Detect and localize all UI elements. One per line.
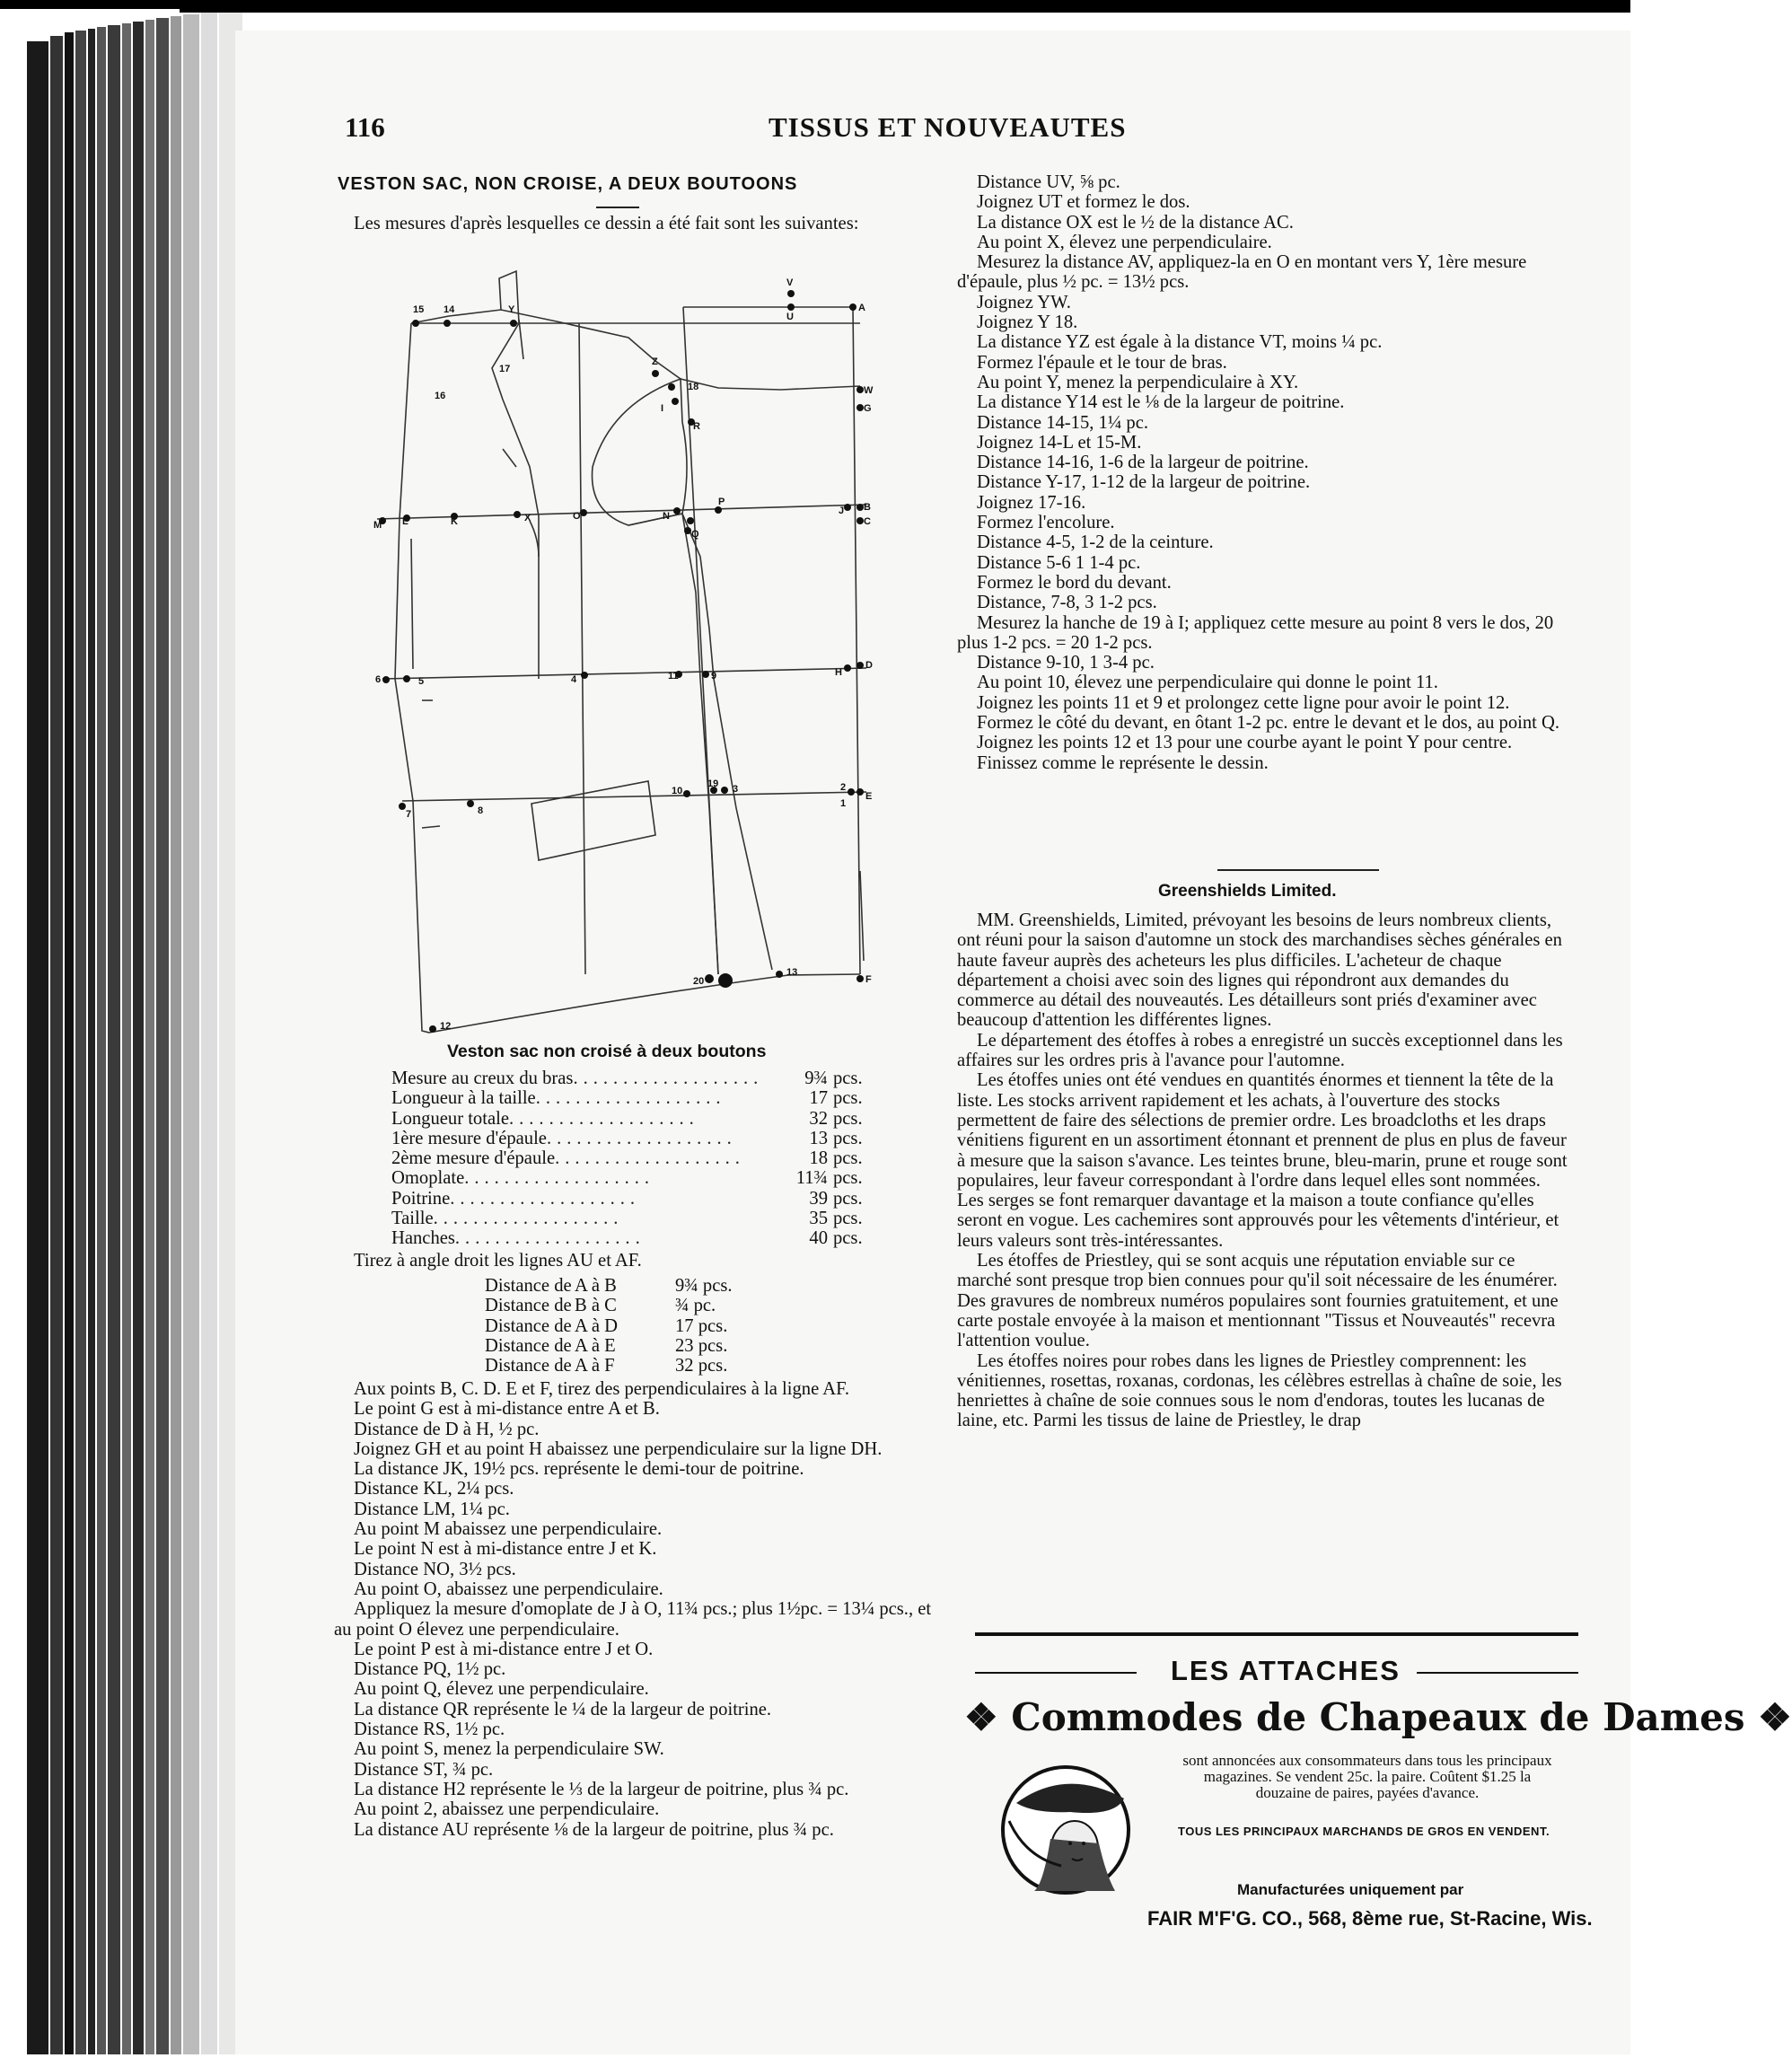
svg-text:N: N xyxy=(663,511,670,522)
instruction-line: Au point 2, abaissez une perpendiculaire. xyxy=(354,1799,660,1820)
svg-text:M: M xyxy=(373,520,382,531)
svg-text:L: L xyxy=(402,516,408,527)
instruction-line: Distance RS, 1½ pc. xyxy=(354,1719,505,1740)
measurement-row: 2ème mesure d'épaule ................... 18 pcs. xyxy=(391,1148,863,1169)
distance-row: Distance de A à F 32 pcs. xyxy=(485,1356,728,1376)
svg-text:7: 7 xyxy=(406,809,412,820)
instruction-line: La distance H2 représente le ⅓ de la largeur de poitrine, plus ¾ pc. xyxy=(354,1779,849,1799)
measurement-row: Poitrine ................... 39 pcs. xyxy=(391,1188,863,1209)
article-title-greenshields: Greenshields Limited. xyxy=(1158,882,1337,901)
instruction-line: Finissez comme le représente le dessin. xyxy=(977,752,1269,773)
ad-top-rule xyxy=(975,1632,1578,1636)
instruction-line: Au point O, abaissez une perpendiculaire. xyxy=(354,1579,663,1599)
svg-text:5: 5 xyxy=(418,676,425,687)
svg-text:12: 12 xyxy=(440,1021,452,1032)
right-instructions xyxy=(957,172,1568,773)
book-page-edges xyxy=(0,0,242,2054)
title-rule xyxy=(596,207,639,208)
article-paragraph: MM. Greenshields, Limited, prévoyant les besoins de leurs nombreux clients, ont réuni pour la saison d'automne un stock des marchandises sèches générales en haute faveur auprès des acheteurs les plus difficiles. L'acheteur de chaque département a choisi avec soin des lignes qui répondront aux demandes du commerce au détail des nouveautés. Les détailleurs sont priés d'examiner avec beaucoup d'attention les différentes lignes. xyxy=(957,910,1562,1031)
instruction-line: Distance de D à H, ½ pc. xyxy=(354,1419,540,1439)
instruction-line: Distance UV, ⅝ pc. xyxy=(977,172,1120,192)
pattern-diagram xyxy=(359,260,934,1051)
instruction-line: Au point M abaissez une perpendiculaire. xyxy=(354,1519,663,1540)
measurement-row: Mesure au creux du bras ................... 9¾ pcs. xyxy=(391,1069,863,1088)
ad-made-by: Manufacturées uniquement par xyxy=(1237,1881,1464,1898)
distance-row: Distance de A à B 9¾ pcs. xyxy=(485,1276,733,1296)
instruction-line: Formez le bord du devant. xyxy=(977,572,1172,593)
angle-instruction: Tirez à angle droit les lignes AU et AF. xyxy=(354,1251,642,1271)
instruction-line: Distance Y-17, 1-12 de la largeur de poitrine. xyxy=(977,472,1311,493)
svg-text:17: 17 xyxy=(499,364,511,374)
svg-text:11: 11 xyxy=(668,671,679,682)
instruction-line: Distance 5-6 1 1-4 pc. xyxy=(977,552,1141,573)
instruction-line: La distance JK, 19½ pcs. représente le demi-tour de poitrine. xyxy=(354,1459,804,1480)
instruction-line: Joignez YW. xyxy=(977,292,1071,312)
instruction-line: La distance Y14 est le ⅛ de la largeur de poitrine. xyxy=(977,392,1345,413)
svg-text:4: 4 xyxy=(571,674,577,685)
svg-text:D: D xyxy=(865,660,873,671)
svg-text:9: 9 xyxy=(711,671,717,682)
instruction-line: Joignez les points 12 et 13 pour une courbe ayant le point Y pour centre. xyxy=(977,733,1513,753)
article-paragraph: Les étoffes de Priestley, qui se sont acquis une réputation enviable sur ce marché sont presque trop bien connues pour qu'il soit nécessaire de les énumérer. Des gravures de nombreux numéros populaires sont fournies gratuitement, et une carte postale envoyée à la maison et mentionnant "Tissus et Nouveautés" recevra l'attention voulue. xyxy=(957,1251,1559,1351)
ad-headline: LES ATTACHES xyxy=(1171,1655,1401,1686)
svg-text:V: V xyxy=(786,277,794,288)
svg-text:P: P xyxy=(718,497,725,507)
instruction-line: Distance LM, 1¼ pc. xyxy=(354,1499,510,1519)
instruction-line: Appliquez la mesure d'omoplate de J à O, 11¾ pcs.; plus 1½pc. = 13¼ pcs., et au point O élevez une perpendiculaire. xyxy=(334,1599,932,1640)
instruction-line: La distance OX est le ½ de la distance AC. xyxy=(977,212,1294,233)
svg-text:3: 3 xyxy=(733,784,739,795)
svg-text:10: 10 xyxy=(672,786,683,796)
svg-text:8: 8 xyxy=(478,805,484,816)
instruction-line: Formez le côté du devant, en ôtant 1-2 pc. entre le devant et le dos, au point Q. xyxy=(977,713,1560,734)
instruction-line: Mesurez la hanche de 19 à I; appliquez cette mesure au point 8 vers le dos, 20 plus 1-2 pcs. = 20 1-2 pcs. xyxy=(957,612,1554,653)
instruction-line: Au point Q, élevez une perpendiculaire. xyxy=(354,1679,649,1700)
measurement-row: 1ère mesure d'épaule ................... 13 pcs. xyxy=(391,1128,863,1148)
ad-product-name: ❖ Commodes de Chapeaux de Dames ❖ xyxy=(964,1695,1792,1739)
svg-text:13: 13 xyxy=(786,967,798,978)
section-rule xyxy=(1217,869,1379,871)
instruction-line: Distance 4-5, 1-2 de la ceinture. xyxy=(977,532,1214,553)
instruction-line: Joignez GH et au point H abaissez une perpendiculaire sur la ligne DH. xyxy=(354,1438,883,1459)
measurement-row: Taille ................... 35 pcs. xyxy=(391,1209,863,1229)
instruction-line: Joignez Y 18. xyxy=(977,312,1078,333)
svg-text:I: I xyxy=(661,403,664,414)
instruction-line: Au point 10, élevez une perpendiculaire qui donne le point 11. xyxy=(977,673,1438,693)
ad-body-text: sont annoncées aux consommateurs dans tous les principaux magazines. Se vendent 25c. la paire. Coûtent $1.25 la douzaine de paires, payées d'avance. xyxy=(1182,1752,1552,1801)
ad-headline-rule-right xyxy=(1417,1672,1578,1674)
page-number: 116 xyxy=(345,111,385,143)
distance-row: Distance de B à C ¾ pc. xyxy=(485,1296,716,1316)
instruction-line: Distance 14-15, 1¼ pc. xyxy=(977,412,1149,433)
lady-with-hat-illustration xyxy=(980,1749,1169,1893)
ad-headline-rule-left xyxy=(975,1672,1137,1674)
svg-text:C: C xyxy=(864,516,871,527)
instruction-line: Distance 14-16, 1-6 de la largeur de poitrine. xyxy=(977,453,1309,473)
instruction-line: Aux points B, C. D. E et F, tirez des perpendiculaires à la ligne AF. xyxy=(354,1379,850,1399)
instruction-line: La distance QR représente le ¼ de la largeur de poitrine. xyxy=(354,1699,772,1719)
instruction-line: Au point S, menez la perpendiculaire SW. xyxy=(354,1739,664,1760)
instruction-line: Mesurez la distance AV, appliquez-la en O en montant vers Y, 1ère mesure d'épaule, plus ½ pc. = 13½ pcs. xyxy=(957,252,1527,293)
svg-text:18: 18 xyxy=(688,382,699,392)
ad-dealers-line: TOUS LES PRINCIPAUX MARCHANDS DE GROS EN VENDENT. xyxy=(1178,1825,1550,1838)
ornament-icon: ❖ xyxy=(964,1695,1012,1739)
svg-text:19: 19 xyxy=(707,778,719,789)
svg-text:Q: Q xyxy=(691,529,699,540)
measurement-row: Hanches ................... 40 pcs. xyxy=(391,1228,863,1249)
instruction-line: Joignez les points 11 et 9 et prolongez cette ligne pour avoir le point 12. xyxy=(977,692,1510,713)
svg-text:R: R xyxy=(693,421,700,432)
svg-text:X: X xyxy=(524,513,531,523)
svg-text:H: H xyxy=(835,667,842,678)
instruction-line: Le point G est à mi-distance entre A et B. xyxy=(354,1399,660,1420)
instruction-line: Formez l'encolure. xyxy=(977,513,1115,533)
instruction-line: Le point P est à mi-distance entre J et O. xyxy=(354,1639,654,1659)
figure-caption: Veston sac non croisé à deux boutons xyxy=(447,1042,767,1061)
distance-row: Distance de A à E 23 pcs. xyxy=(485,1335,728,1356)
svg-text:16: 16 xyxy=(435,391,446,401)
svg-text:6: 6 xyxy=(375,674,382,685)
svg-text:F: F xyxy=(865,974,872,985)
svg-text:Y: Y xyxy=(508,304,515,315)
article-paragraph: Les étoffes unies ont été vendues en quantités énormes et tiennent la tête de la liste. Les stocks arrivent rapidement et les achats, à l'ouverture des stocks permettent de faire des sélections de premier ordre. Les broadcloths et les draps vénitiens figurent en un assortiment étonnant et prennent de plus en plus de faveur à mesure que la saison s'avance. Les teintes brune, bleu-marin, prune et rouge sont populaires, leur faveur correspondant à l'ordre dans lequel elles sont nommées. Les serges se font remarquer davantage et la maison a toute confiance qu'elles seront en vogue. Les cachemires sont approuvés pour les vêtements d'intérieur, et leurs valeurs sont très-intéressantes. xyxy=(957,1070,1568,1251)
svg-text:2: 2 xyxy=(840,782,847,793)
svg-text:Z: Z xyxy=(652,356,658,367)
measurements-table xyxy=(391,1069,876,1249)
instruction-line: Formez l'épaule et le tour de bras. xyxy=(977,352,1227,373)
instruction-line: Le point N est à mi-distance entre J et K. xyxy=(354,1539,657,1560)
instruction-line: Au point X, élevez une perpendiculaire. xyxy=(977,232,1272,252)
instruction-line: Distance ST, ¾ pc. xyxy=(354,1759,494,1780)
instruction-line: La distance AU représente ⅛ de la largeur de poitrine, plus ¾ pc. xyxy=(354,1819,834,1840)
svg-text:B: B xyxy=(864,502,871,513)
svg-text:U: U xyxy=(786,312,794,322)
article-intro: Les mesures d'après lesquelles ce dessin a été fait sont les suivantes: xyxy=(354,214,859,233)
instruction-line: La distance YZ est égale à la distance VT, moins ¼ pc. xyxy=(977,332,1383,353)
top-edge xyxy=(180,0,1630,13)
instruction-line: Distance NO, 3½ pcs. xyxy=(354,1559,516,1579)
article-title: VESTON SAC, NON CROISE, A DEUX BOUTOONS xyxy=(338,174,798,194)
instruction-line: Joignez 17-16. xyxy=(977,492,1086,513)
instruction-line: Distance PQ, 1½ pc. xyxy=(354,1659,506,1680)
greenshields-article xyxy=(957,910,1568,1431)
svg-text:A: A xyxy=(858,303,865,313)
svg-text:G: G xyxy=(864,403,872,414)
instruction-line: Distance 9-10, 1 3-4 pc. xyxy=(977,653,1155,673)
svg-text:J: J xyxy=(839,506,845,516)
svg-text:O: O xyxy=(573,511,581,522)
svg-text:W: W xyxy=(864,385,874,396)
ornament-icon: ❖ xyxy=(1744,1695,1792,1739)
instruction-line: Au point Y, menez la perpendiculaire à XY. xyxy=(977,372,1299,392)
instruction-line: Joignez 14-L et 15-M. xyxy=(977,432,1142,453)
article-paragraph: Les étoffes noires pour robes dans les lignes de Priestley comprennent: les vénitiennes, rosettas, roxanas, cordonas, les célèbres estrellas à chaîne de soie, les henriettes à chaîne de soie connues sous le nom d'endoras, toutes les lucanas de laine, etc. Parmi les tissus de laine de Priestley, le drap xyxy=(957,1350,1562,1431)
left-instructions xyxy=(334,1379,944,1840)
distances-table xyxy=(485,1276,733,1376)
measurement-row: Omoplate ................... 11¾ pcs. xyxy=(391,1168,863,1189)
article-paragraph: Le département des étoffes à robes a enregistré un succès exceptionnel dans les affaires sur les ordres pris à l'avance pour l'automne. xyxy=(957,1030,1563,1071)
svg-text:20: 20 xyxy=(693,976,705,987)
measurement-row: Longueur totale ................... 32 pcs. xyxy=(391,1108,863,1129)
instruction-line: Distance KL, 2¼ pcs. xyxy=(354,1479,514,1500)
instruction-line: Distance, 7-8, 3 1-2 pcs. xyxy=(977,593,1157,613)
svg-text:15: 15 xyxy=(413,304,425,315)
svg-text:14: 14 xyxy=(444,304,455,315)
svg-text:K: K xyxy=(451,516,458,527)
distance-row: Distance de A à D 17 pcs. xyxy=(485,1315,728,1336)
svg-text:1: 1 xyxy=(840,798,847,809)
running-title: TISSUS ET NOUVEAUTES xyxy=(769,111,1127,143)
ad-manufacturer: FAIR M'F'G. CO., 568, 8ème rue, St-Racine, Wis. xyxy=(1147,1907,1593,1930)
measurement-row: Longueur à la taille ................... 17 pcs. xyxy=(391,1088,863,1109)
instruction-line: Joignez UT et formez le dos. xyxy=(977,192,1190,213)
svg-text:E: E xyxy=(865,791,873,802)
